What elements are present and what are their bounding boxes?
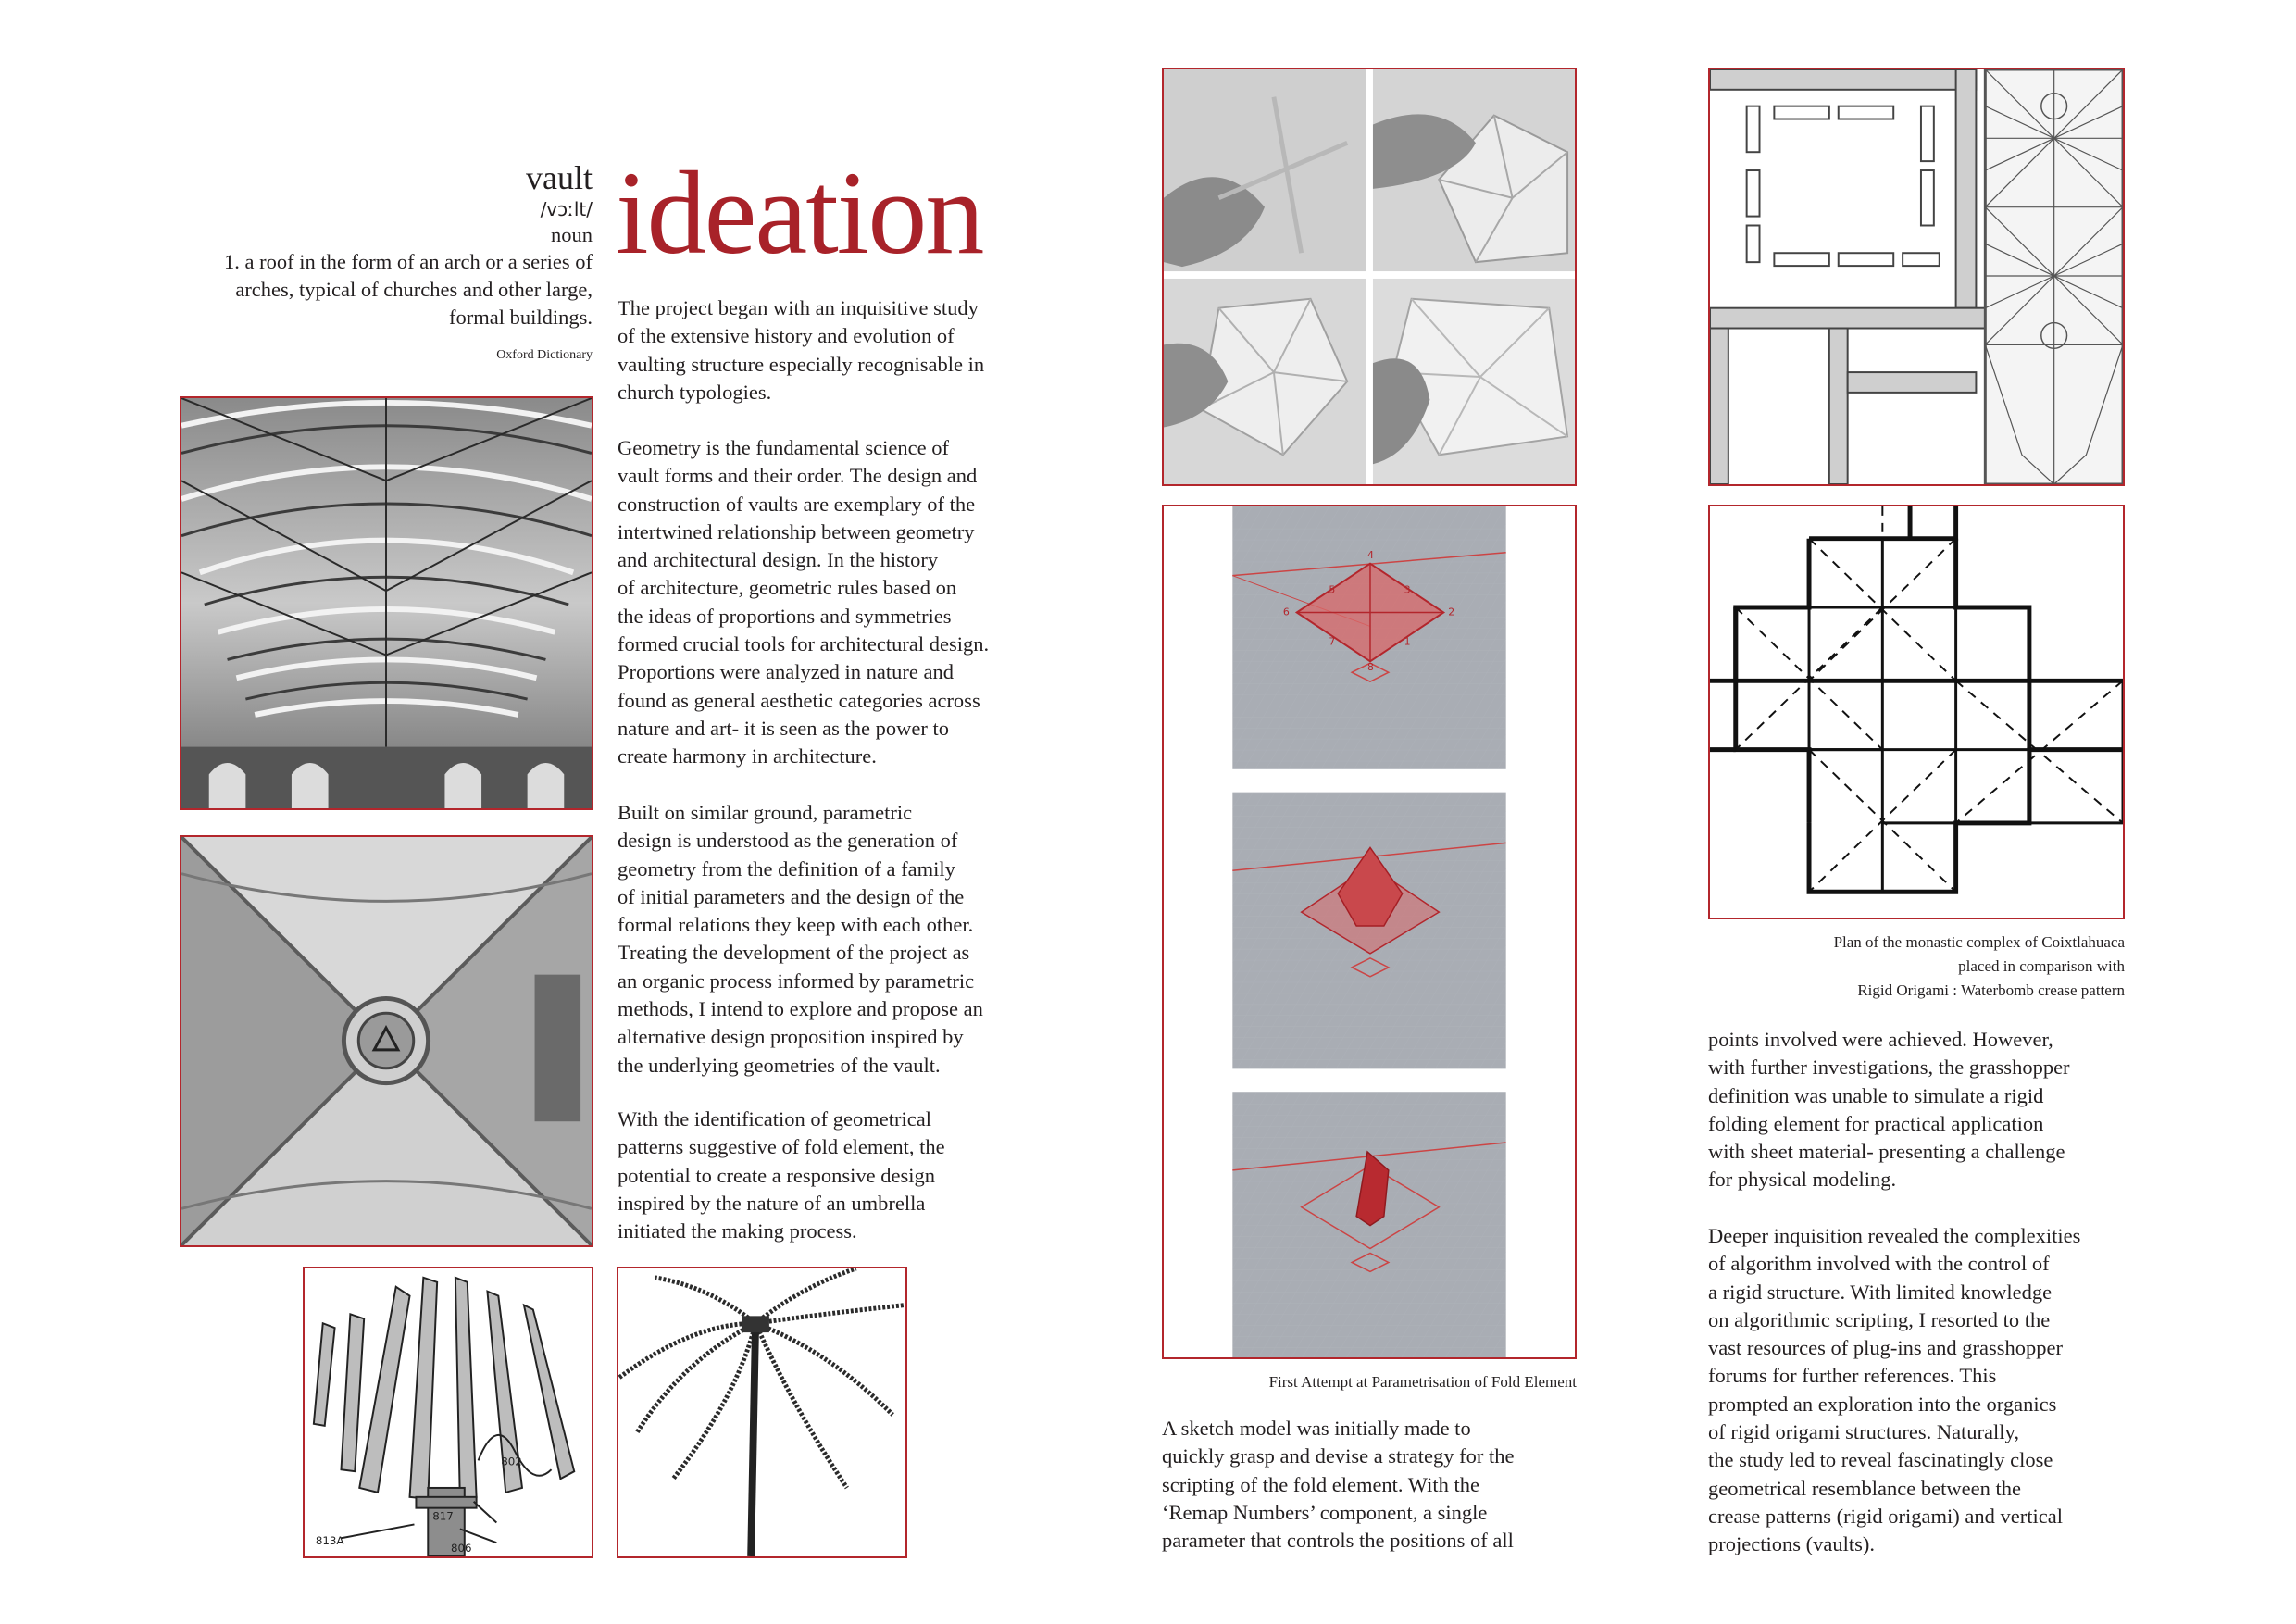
fold-element-caption: First Attempt at Parametrisation of Fold Element — [1268, 1373, 1577, 1391]
node-label: 1 — [1404, 635, 1411, 648]
umbrella-label-817: 817 — [432, 1509, 454, 1523]
sketch-model-photos — [1162, 68, 1577, 486]
umbrella-patent-drawing — [303, 1267, 593, 1558]
node-label: 3 — [1404, 583, 1411, 596]
node-label: 6 — [1282, 606, 1290, 618]
node-label: 4 — [1367, 548, 1374, 561]
body-paragraph-2: Geometry is the fundamental science of vault forms and their order. The design and construction of vaults are exemplary of the intertwined relationship between geometry and architectural design. In the history of architecture, geometric rules based on the ideas of proportions and symmetries formed crucial tools for architectural design. Proportions were analyzed in nature and found as general aesthetic categories across nature and art- it is seen as the power to create harmony in architecture. — [618, 436, 990, 768]
plan-comparison-caption: Plan of the monastic complex of Coixtlahuaca placed in comparison with Rigid Origami : Waterbomb crease pattern — [1833, 933, 2125, 999]
definition-meaning: 1. a roof in the form of an arch or a series of arches, typical of churches and other large, formal buildings. — [224, 250, 593, 329]
dictionary-definition — [139, 159, 593, 369]
node-label: 7 — [1329, 635, 1336, 648]
right-body-text-1: points involved were achieved. However, with further investigations, the grasshopper definition was unable to simulate a rigid folding element for practical application with sheet material- presenting a challenge for physical modeling. — [1708, 1028, 2070, 1192]
page-title: ideation — [616, 147, 983, 279]
node-label: 5 — [1329, 583, 1336, 596]
right-body-text-2: Deeper inquisition revealed the complexities of algorithm involved with the control of a rigid structure. With limited knowledge on algorithmic scripting, I resorted to the vast resources of plug-ins and grasshopper forums for further references. This prompted an exploration into the organics of rigid origami structures. Naturally, the study led to reveal fascinatingly close geometrical resemblance between the crease patterns (rigid origami) and vertical projections (vaults). — [1708, 1224, 2081, 1556]
node-label: 8 — [1367, 661, 1374, 674]
crossing-vault-photo — [180, 835, 593, 1247]
waterbomb-crease-pattern — [1708, 505, 2125, 919]
umbrella-label-806: 806 — [450, 1542, 472, 1555]
umbrella-label-813a: 813A — [315, 1534, 344, 1548]
body-paragraph-3: Built on similar ground, parametric design is understood as the generation of geometry from the definition of a family of initial parameters and the design of the formal relations they keep with each other. Treating the development of the project as an organic process informed by parametric methods, I intend to explore and propose an alternative design proposition inspired by the underlying geometries of the vault. — [618, 801, 983, 1077]
definition-word: vault — [526, 159, 593, 196]
middle-body-text: A sketch model was initially made to quickly grasp and devise a strategy for the scripting of the fold element. With the ‘Remap Numbers’ component, a single parameter that controls the positions of all — [1162, 1417, 1515, 1553]
node-label: 2 — [1448, 606, 1455, 618]
definition-part-of-speech: noun — [551, 223, 593, 246]
nave-vault-photo — [180, 396, 593, 810]
parametric-fold-renders — [1162, 505, 1577, 1359]
umbrella-sketch — [617, 1267, 907, 1558]
umbrella-label-802: 802 — [501, 1455, 522, 1468]
definition-phonetic: /vɔːlt/ — [540, 198, 593, 220]
monastery-plan-drawing — [1708, 68, 2125, 486]
body-paragraph-4: With the identification of geometrical patterns suggestive of fold element, the potential to create a responsive design inspired by the nature of an umbrella initiated the making process. — [618, 1107, 945, 1243]
definition-source: Oxford Dictionary — [496, 348, 593, 362]
body-paragraph-1: The project began with an inquisitive study of the extensive history and evolution of vaulting structure especially recognisable in church typologies. — [618, 296, 985, 404]
